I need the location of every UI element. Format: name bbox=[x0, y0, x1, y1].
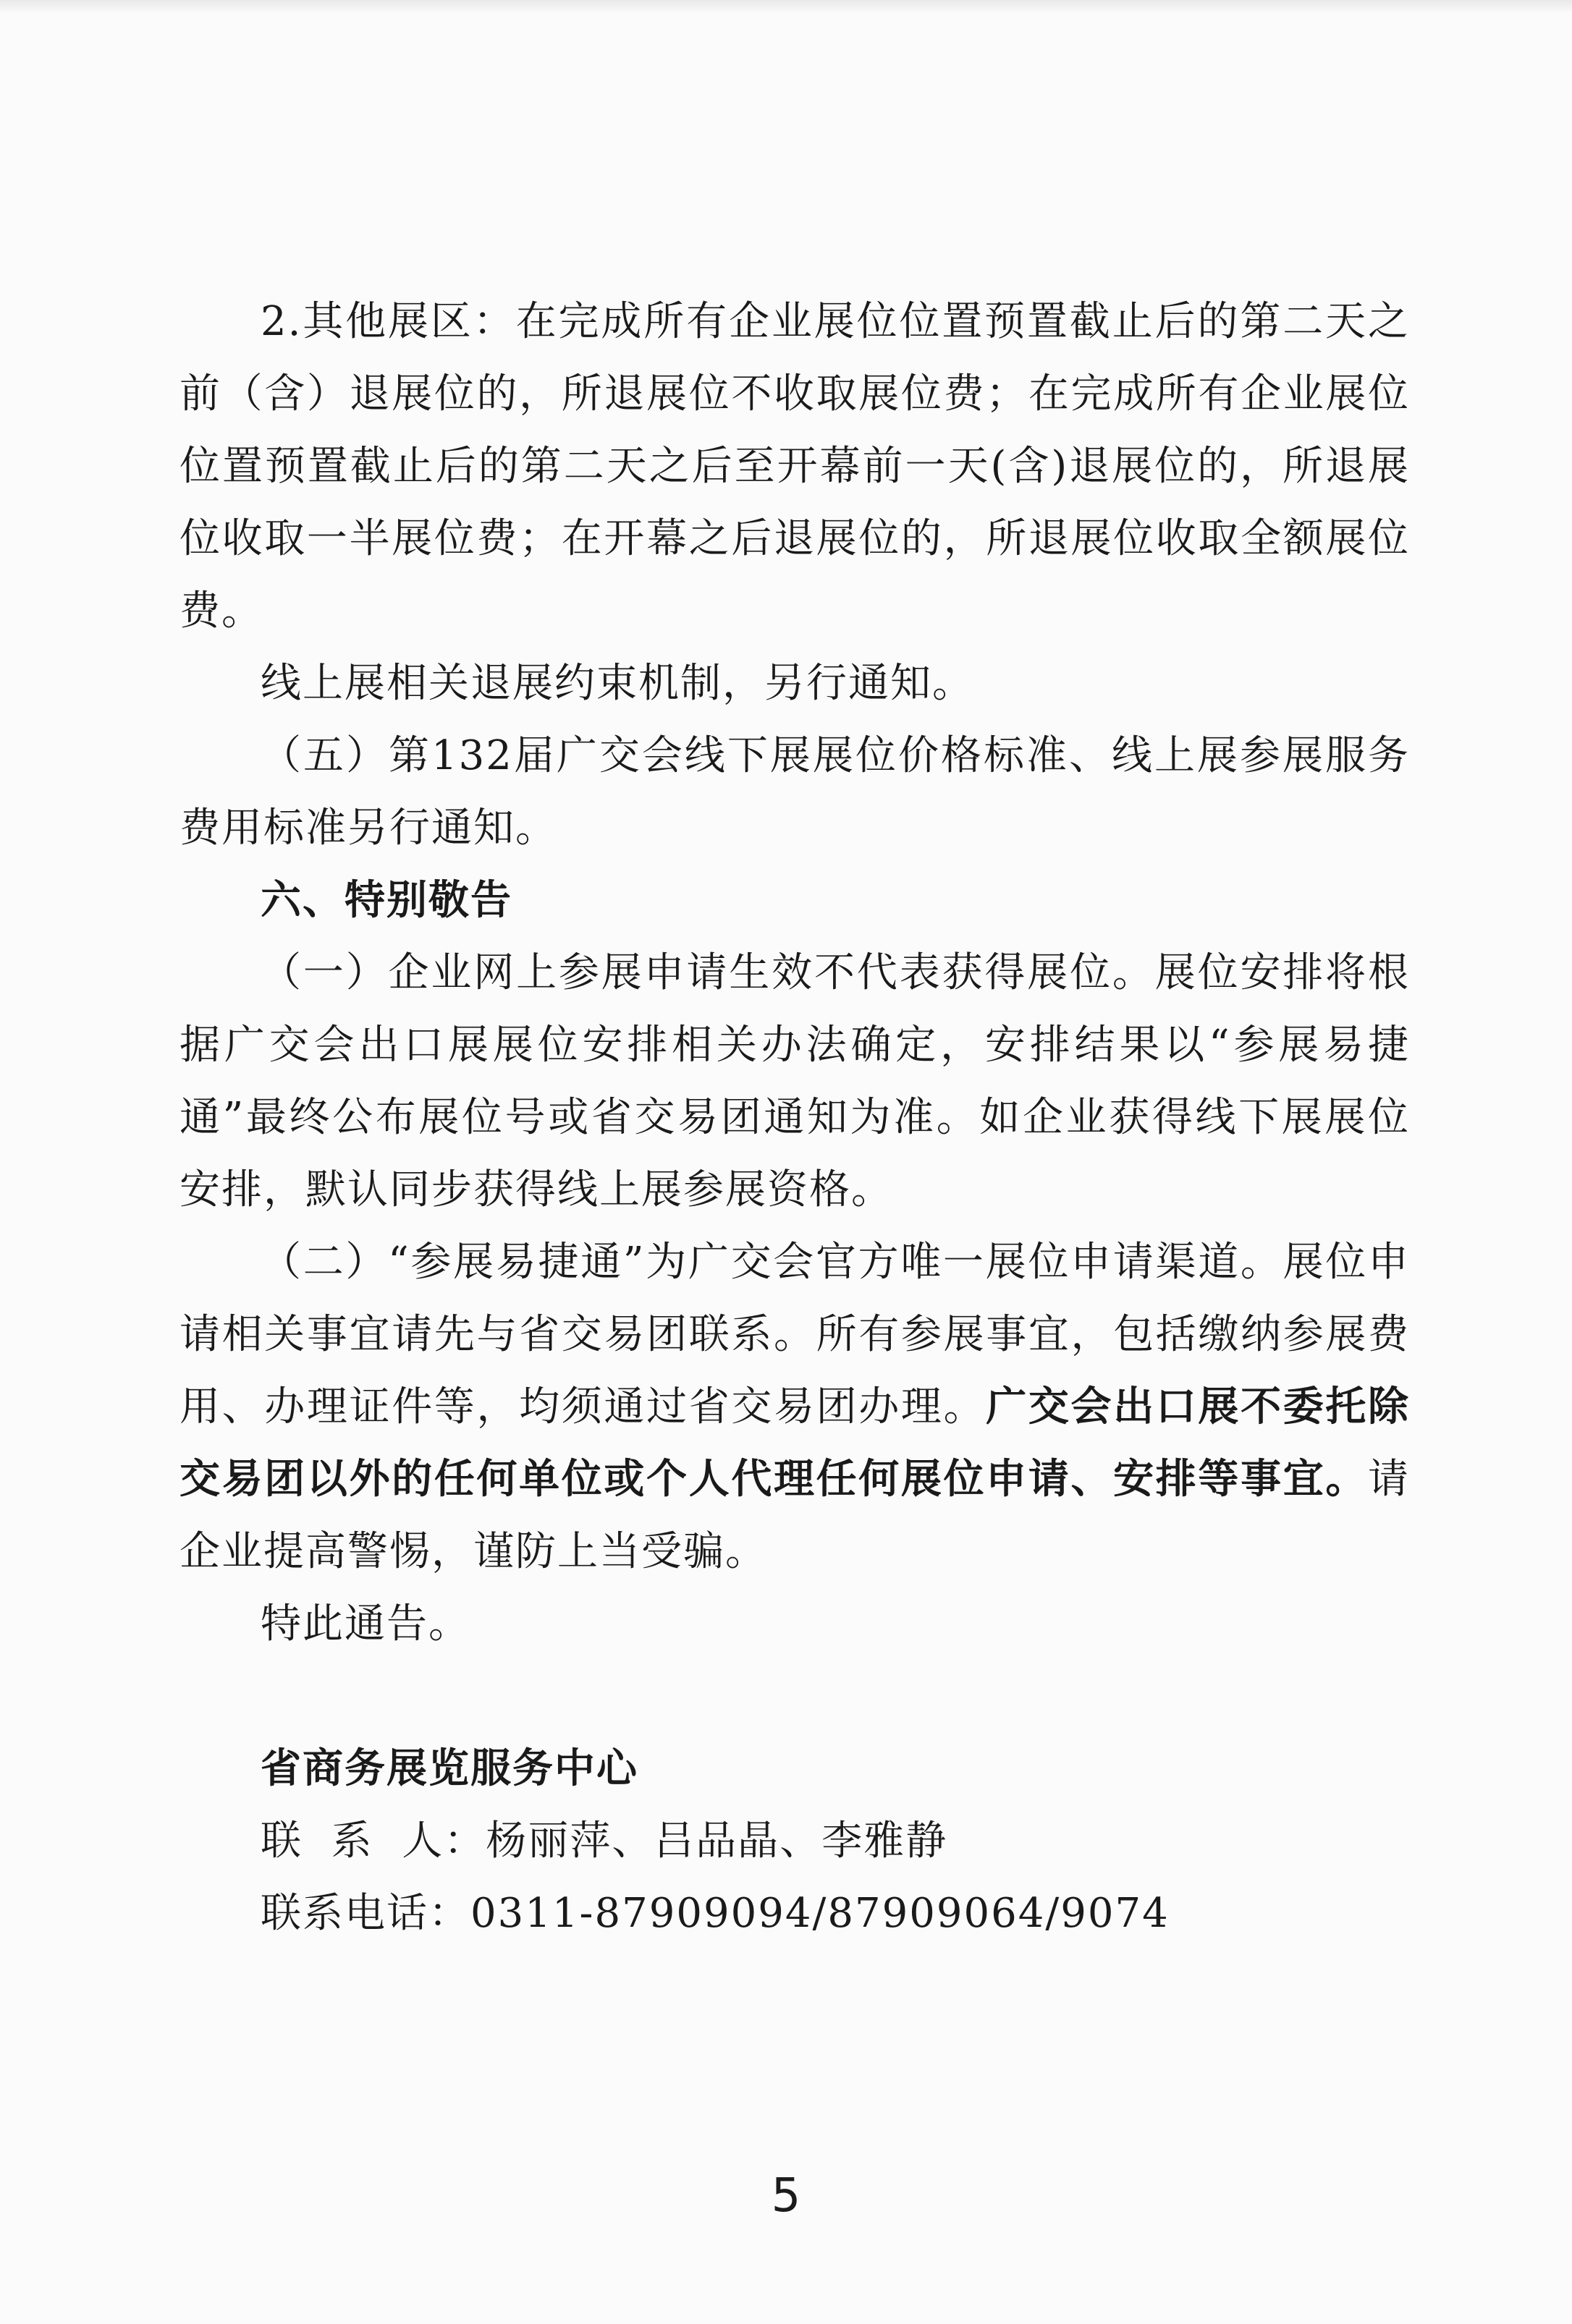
notice-two-text: （二）“参展易捷通”为广交会官方唯一展位申请渠道。展位申请相关事宜请先与省交易团联系。所有参展事宜，包括缴纳参展费用、办理证件等，均须通过省交易团办理。 bbox=[179, 1239, 1410, 1430]
document-body bbox=[179, 286, 1410, 1950]
paragraph-closing: 特此通告。 bbox=[261, 1600, 470, 1647]
paragraph-notice-two bbox=[179, 1226, 1410, 1588]
signature-organization: 省商务展览服务中心 bbox=[261, 1745, 638, 1792]
section-heading-special-notice: 六、特别敬告 bbox=[261, 877, 512, 924]
paragraph-other-exhibition-areas: 2.其他展区：在完成所有企业展位位置预置截止后的第二天之前（含）退展位的，所退展位不收取展位费；在完成所有企业展位位置预置截止后的第二天之后至开幕前一天(含)退展位的，所退展位收取一半展位费；在开幕之后退展位的，所退展位收取全额展位费。 bbox=[179, 298, 1410, 635]
signature-phone: 联系电话：0311-87909094/87909064/9074 bbox=[261, 1890, 1170, 1937]
paragraph-notice-one: （一）企业网上参展申请生效不代表获得展位。展位安排将根据广交会出口展展位安排相关办法确定，安排结果以“参展易捷通”最终公布展位号或省交易团通知为准。如企业获得线下展展位安排，默认同步获得线上展参展资格。 bbox=[179, 949, 1410, 1213]
signature-contacts: 联 系 人：杨丽萍、吕品晶、李雅静 bbox=[261, 1818, 948, 1865]
scan-edge bbox=[0, 0, 1572, 13]
signature-spacer bbox=[179, 1661, 1410, 1733]
paragraph-price-standard: （五）第132届广交会线下展展位价格标准、线上展参展服务费用标准另行通知。 bbox=[179, 732, 1410, 852]
paragraph-online-withdrawal: 线上展相关退展约束机制，另行通知。 bbox=[261, 660, 974, 707]
notice-two-bold-warning: 广交会出口展不委托除交易团以外的任何单位或个人代理任何展位申请、安排等事宜。 bbox=[179, 1383, 1411, 1503]
page-number: 5 bbox=[771, 2169, 801, 2223]
notice-two-tail: 请企业提高警惕，谨防上当受骗。 bbox=[179, 1456, 1410, 1575]
